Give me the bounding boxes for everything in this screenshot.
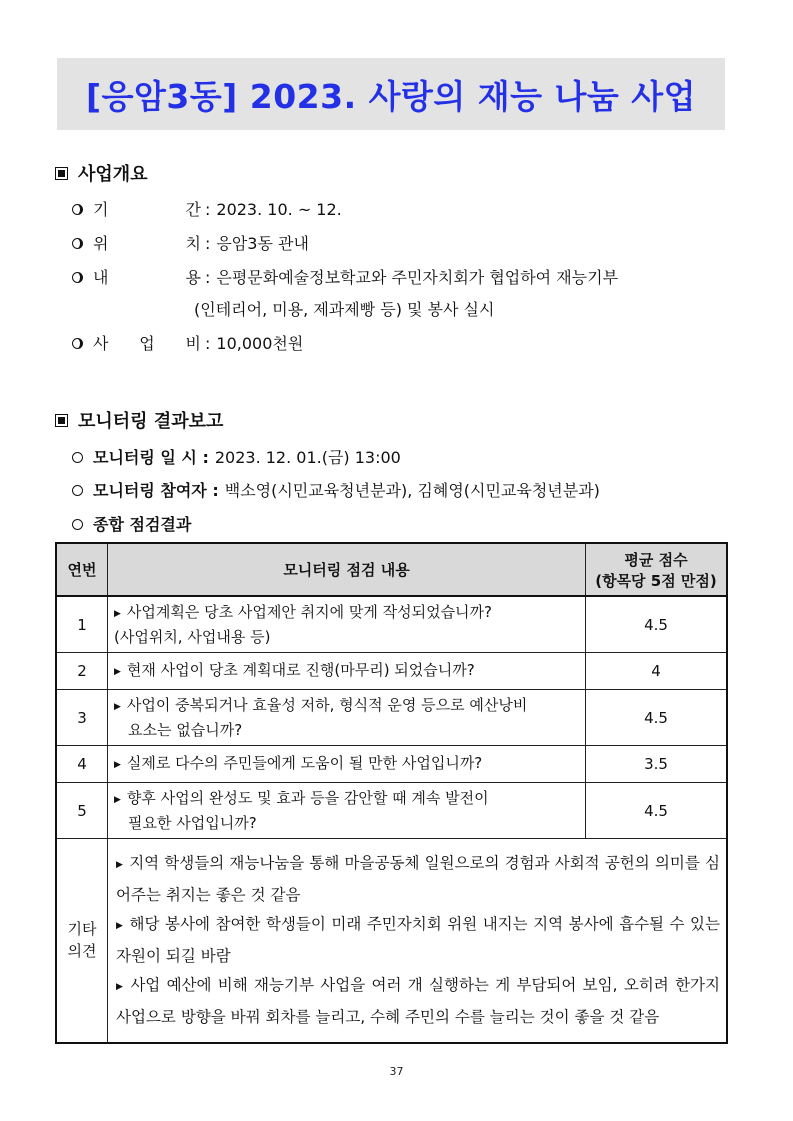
page-title: [응암3동] 2023. 사랑의 재능 나눔 사업 <box>86 76 696 116</box>
circle-bullet-icon <box>72 238 83 249</box>
circle-bullet-icon <box>72 204 83 215</box>
field-label: 사 업 비 <box>93 334 201 353</box>
table-row: 2 ▶ 현재 사업이 당초 계획대로 진행(마무리) 되었습니까? 4 <box>56 653 727 690</box>
monitoring-summary-label: 종합 점검결과 <box>72 512 191 535</box>
header-content: 모니터링 점검 내용 <box>108 543 586 596</box>
table-row: 3 ▶ 사업이 중복되거나 효율성 저하, 형식적 운영 등으로 예산낭비 요소는 없습니까? 4.5 <box>56 690 727 746</box>
square-bullet-icon <box>55 414 68 427</box>
table-header-row <box>56 543 727 596</box>
table-row: 5 ▶ 향후 사업의 완성도 및 효과 등을 감안할 때 계속 발전이 필요한 사업입니까? 4.5 <box>56 783 727 839</box>
opinion-item: ▶ 지역 학생들의 재능나눔을 통해 마을공동체 일원으로의 경험과 사회적 공헌의 의미를 심어주는 취지는 좋은 것 같음 <box>116 853 721 904</box>
overview-content: 내 용 : 은평문화예술정보학교와 주민자치회가 협업하여 재능기부 <box>72 265 618 288</box>
field-label: 모니터링 일 시 : <box>93 448 209 467</box>
circle-bullet-icon <box>72 485 83 496</box>
field-label: 내 용 <box>93 268 201 287</box>
circle-bullet-icon <box>72 272 83 283</box>
title-banner <box>57 58 725 130</box>
section-heading-monitoring <box>55 407 223 433</box>
circle-bullet-icon <box>72 338 83 349</box>
overview-period: 기 간 : 2023. 10. ~ 12. <box>72 197 342 220</box>
opinion-item: ▶ 사업 예산에 비해 재능기부 사업을 여러 개 실행하는 게 부담되어 보임, 오히려 한가지 사업으로 방향을 바꿔 회차를 늘리고, 수혜 주민의 수를 늘리는 것이 좋을 것 같음 <box>116 975 721 1026</box>
triangle-bullet-icon: ▶ <box>114 759 121 770</box>
header-score: 평균 점수 (항목당 5점 만점) <box>586 543 728 596</box>
triangle-bullet-icon: ▶ <box>116 981 125 992</box>
field-value: 백소영(시민교육청년분과), 김혜영(시민교육청년분과) <box>224 481 600 500</box>
triangle-bullet-icon: ▶ <box>116 859 124 870</box>
header-no: 연번 <box>56 543 108 596</box>
table-row: 1 ▶ 사업계획은 당초 사업제안 취지에 맞게 작성되었습니까? (사업위치, 사업내용 등) 4.5 <box>56 596 727 653</box>
section-title: 사업개요 <box>78 164 148 185</box>
triangle-bullet-icon: ▶ <box>114 609 121 619</box>
triangle-bullet-icon: ▶ <box>114 795 121 805</box>
field-value: 2023. 10. ~ 12. <box>216 200 342 219</box>
opinion-item: ▶ 해당 봉사에 참여한 학생들이 미래 주민자치회 위원 내지는 지역 봉사에 흡수될 수 있는 자원이 되길 바람 <box>116 914 720 965</box>
field-label: 기 간 <box>93 200 201 219</box>
monitoring-participants <box>72 478 600 501</box>
opinion-content <box>108 839 728 1043</box>
overview-location: 위 치 : 응암3동 관내 <box>72 231 309 254</box>
opinion-row <box>56 839 727 1043</box>
triangle-bullet-icon: ▶ <box>114 666 121 677</box>
opinion-label: 기타 의견 <box>56 839 108 1043</box>
field-value: 10,000천원 <box>216 334 304 353</box>
field-value: (인테리어, 미용, 제과제빵 등) 및 봉사 실시 <box>194 300 495 319</box>
overview-budget: 사 업 비 : 10,000천원 <box>72 331 303 354</box>
table-row: 4 ▶ 실제로 다수의 주민들에게 도움이 될 만한 사업입니까? 3.5 <box>56 746 727 783</box>
triangle-bullet-icon: ▶ <box>114 702 121 712</box>
field-value: 2023. 12. 01.(금) 13:00 <box>214 448 401 467</box>
monitoring-date <box>72 445 401 468</box>
monitoring-results-table <box>55 542 728 1044</box>
field-label: 모니터링 참여자 : <box>93 481 219 500</box>
overview-content-line2 <box>194 297 494 320</box>
field-value: 은평문화예술정보학교와 주민자치회가 협업하여 재능기부 <box>216 268 619 287</box>
page-number: 37 <box>389 1065 404 1078</box>
square-bullet-icon <box>55 167 68 180</box>
circle-bullet-icon <box>72 452 83 463</box>
section-heading-overview <box>55 160 148 186</box>
section-title: 모니터링 결과보고 <box>78 411 224 432</box>
field-value: 응암3동 관내 <box>216 234 309 253</box>
triangle-bullet-icon: ▶ <box>116 920 124 931</box>
field-label: 위 치 <box>93 234 201 253</box>
circle-bullet-icon <box>72 519 83 530</box>
